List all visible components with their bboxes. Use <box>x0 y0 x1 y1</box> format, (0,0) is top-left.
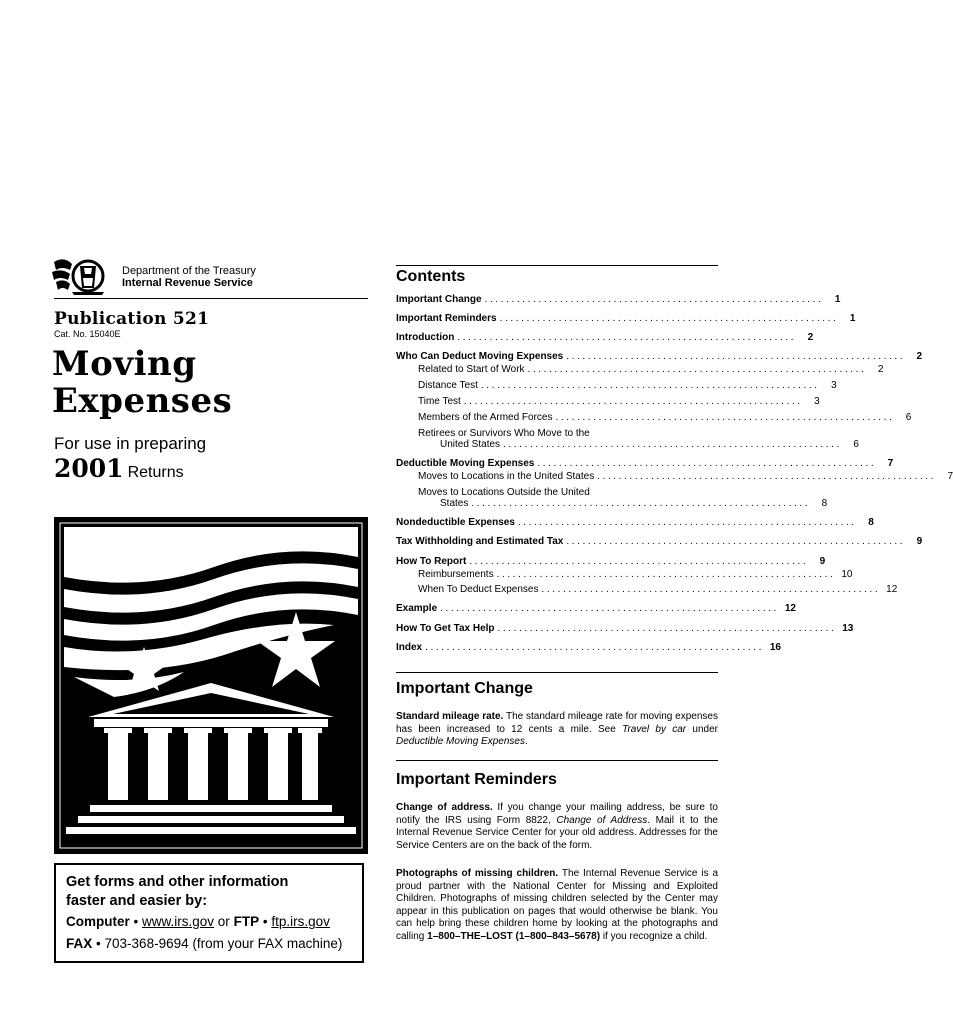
ftp-site-link[interactable]: ftp.irs.gov <box>271 914 330 929</box>
fax-label: FAX <box>66 936 93 951</box>
forms-box-subheading: faster and easier by: <box>66 893 208 909</box>
bullet: • <box>133 914 139 929</box>
flag-capitol-illustration-icon <box>54 517 368 854</box>
document-title-line2: Expenses <box>52 381 233 421</box>
toc-subentry[interactable]: When To Deduct Expenses ............................................................... 12 <box>418 584 898 595</box>
divider <box>396 760 718 761</box>
catalog-number: Cat. No. 15040E <box>54 329 121 339</box>
toc-subentry[interactable]: Reimbursements ............................................................... 10 <box>418 569 853 580</box>
computer-label: Computer <box>66 914 130 929</box>
toc-subentry[interactable]: Retirees or Survivors Who Move to the <box>418 428 590 439</box>
missing-children-paragraph: Photographs of missing children. The Internal Revenue Service is a proud partner with the National Center for Missing and Exploited Children. Photographs of missing children selected by the Center may appear in this publication on pages that would otherwise be blank. You can help bring these children home by looking at the photographs and calling 1–800–THE–LOST (1–800–843–5678) if you recognize a child. <box>396 868 719 942</box>
toc-entry[interactable]: Index ............................................................... 16 <box>396 642 781 653</box>
toc-entry[interactable]: Nondeductible Expenses ............................................................... 8 <box>396 517 874 528</box>
irs-website-link[interactable]: www.irs.gov <box>142 914 215 929</box>
toc-entry[interactable]: Who Can Deduct Moving Expenses ............................................................... 2 <box>396 351 923 362</box>
important-change-paragraph: Standard mileage rate. The standard mileage rate for moving expenses has been increased to 12 cents a mile. See Travel by car under Deductible Moving Expenses. <box>396 711 718 747</box>
publication-number: Publication 521 <box>54 309 210 329</box>
department-name: Department of the Treasury <box>122 265 256 277</box>
divider <box>54 298 368 299</box>
tax-year-line <box>54 455 184 487</box>
contents-heading: Contents <box>396 268 466 285</box>
forms-box-heading: Get forms and other information <box>66 874 289 890</box>
change-of-address-paragraph: Change of address. If you change your mailing address, be sure to notify the IRS using Form 8822, Change of Address. Mail it to the Internal Revenue Service Center for your old address. Addresses for the Service Centers are on the back of the form. <box>396 802 718 851</box>
forms-box-fax-line <box>66 936 342 951</box>
document-title-line1: Moving <box>52 344 197 384</box>
toc-entry[interactable]: Example ............................................................... 12 <box>396 603 796 614</box>
ftp-label: FTP <box>233 914 260 929</box>
tax-year: 2001 <box>54 454 124 483</box>
for-use-text: For use in preparing <box>54 434 207 453</box>
get-forms-box <box>54 863 364 963</box>
toc-subentry[interactable]: States ............................................................... 8 <box>440 498 828 509</box>
bullet: • <box>96 936 101 951</box>
fax-number: 703-368-9694 (from your FAX machine) <box>104 936 343 951</box>
toc-entry[interactable]: Important Change ............................................................... 1 <box>396 294 841 305</box>
toc-entry[interactable]: How To Report ............................................................... 9 <box>396 556 826 567</box>
toc-entry[interactable]: Important Reminders ............................................................... 1 <box>396 313 856 324</box>
toc-subentry[interactable]: Members of the Armed Forces ............................................................... 6 <box>418 412 912 423</box>
toc-subentry[interactable]: Time Test ............................................................... 3 <box>418 396 820 407</box>
forms-box-computer-line <box>66 914 330 929</box>
toc-entry[interactable]: Introduction ............................................................... 2 <box>396 332 814 343</box>
agency-name: Internal Revenue Service <box>122 277 253 289</box>
toc-subentry[interactable]: Distance Test ............................................................... 3 <box>418 380 837 391</box>
toc-subentry[interactable]: Related to Start of Work ............................................................... 2 <box>418 364 884 375</box>
important-change-heading: Important Change <box>396 680 533 697</box>
toc-subentry[interactable]: Moves to Locations Outside the United <box>418 487 590 498</box>
irs-eagle-logo-icon <box>50 256 106 296</box>
toc-entry[interactable]: Tax Withholding and Estimated Tax ............................................................... 9 <box>396 536 923 547</box>
divider <box>396 672 718 673</box>
or-text: or <box>217 914 230 929</box>
toc-subentry[interactable]: Moves to Locations in the United States ............................................................... 7 <box>418 471 953 482</box>
bullet: • <box>262 914 268 929</box>
toc-subentry[interactable]: United States ............................................................... 6 <box>440 439 859 450</box>
returns-label: Returns <box>127 464 184 481</box>
toc-entry[interactable]: How To Get Tax Help ............................................................... 13 <box>396 623 854 634</box>
important-reminders-heading: Important Reminders <box>396 771 557 788</box>
divider <box>396 265 718 266</box>
toc-entry[interactable]: Deductible Moving Expenses ............................................................... 7 <box>396 458 894 469</box>
